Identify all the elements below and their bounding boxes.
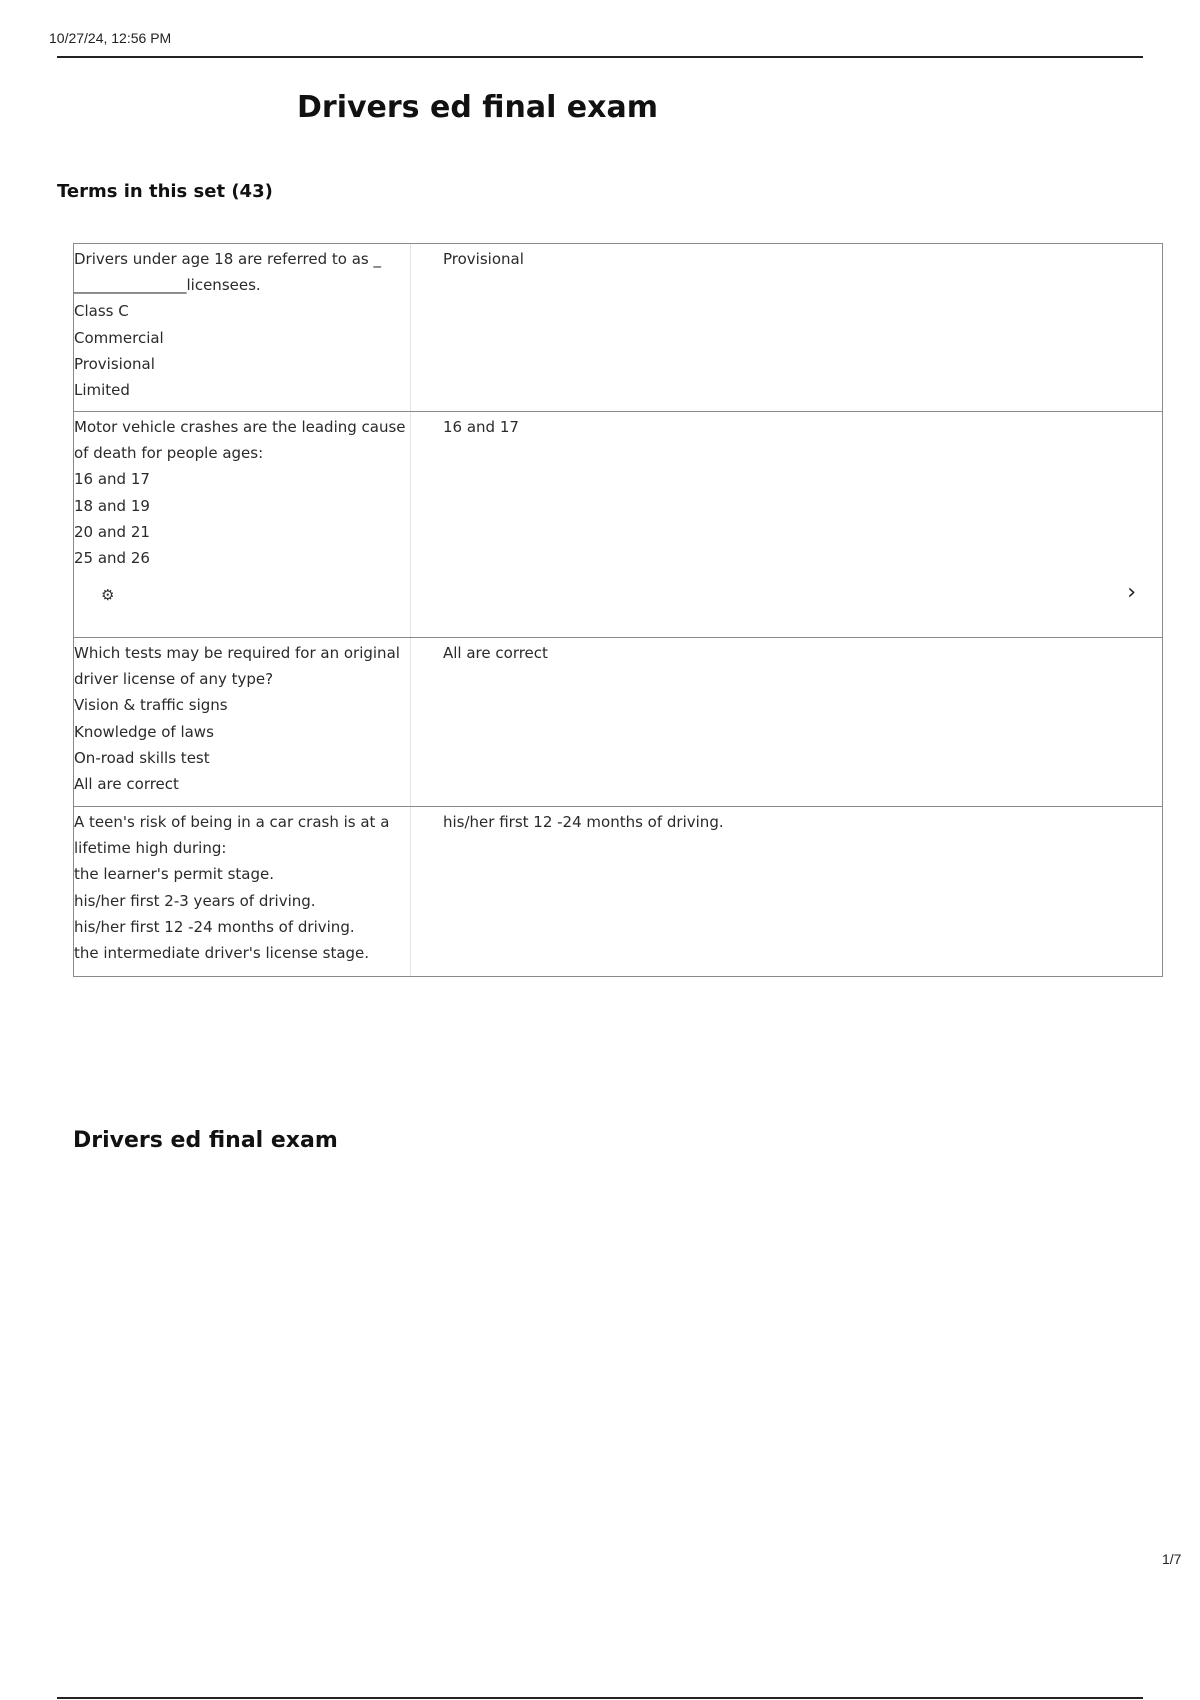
term-cell: [74, 638, 411, 806]
term-option: 16 and 17: [74, 470, 150, 489]
term-option: the intermediate driver's license stage.: [74, 944, 370, 963]
term-cell: [74, 807, 411, 976]
definition-cell: All are correct: [443, 644, 548, 662]
gear-icon[interactable]: ⚙: [101, 586, 115, 604]
header-divider: [57, 56, 1143, 58]
term-option: All are correct: [74, 775, 179, 794]
timestamp: 10/27/24, 12:56 PM: [49, 30, 172, 46]
term-option: 25 and 26: [74, 549, 150, 568]
term-option: his/her first 12 -24 months of driving.: [74, 917, 355, 936]
term-option: 20 and 21: [74, 522, 150, 541]
footer-divider: [57, 1697, 1143, 1699]
definition-cell: Provisional: [443, 250, 524, 268]
term-option: his/her first 2-3 years of driving.: [74, 891, 316, 910]
term-option: Commercial: [74, 328, 164, 347]
flashcard-row: [74, 637, 1162, 806]
term-option: Limited: [74, 381, 130, 400]
flashcard-row: [74, 244, 1162, 411]
flashcard-row: [74, 806, 1162, 976]
flashcard-row: [74, 411, 1162, 637]
term-question: A teen's risk of being in a car crash is at a lifetime high during:: [74, 813, 390, 858]
term-option: 18 and 19: [74, 496, 150, 515]
card-controls: [74, 578, 1162, 618]
term-option: Knowledge of laws: [74, 722, 214, 741]
flashcard-list: [73, 243, 1163, 977]
definition-cell: his/her first 12 -24 months of driving.: [443, 813, 724, 831]
term-option: the learner's permit stage.: [74, 865, 274, 884]
term-option: Class C: [74, 302, 129, 321]
page-number: 1/7: [1162, 1551, 1182, 1567]
term-question: Which tests may be required for an original driver license of any type?: [74, 644, 400, 689]
definition-cell: 16 and 17: [443, 418, 519, 436]
term-option: On-road skills test: [74, 748, 210, 767]
term-question: Motor vehicle crashes are the leading cause of death for people ages:: [74, 418, 406, 463]
terms-count-heading: Terms in this set (43): [57, 181, 273, 202]
footer-title: Drivers ed final exam: [73, 1128, 338, 1153]
term-option: Vision & traffic signs: [74, 696, 228, 715]
term-option: Provisional: [74, 354, 155, 373]
term-question: Drivers under age 18 are referred to as _ _______________licensees.: [74, 250, 381, 295]
page-title: Drivers ed final exam: [297, 90, 659, 125]
chevron-right-icon[interactable]: ›: [1127, 580, 1136, 605]
term-cell: [74, 244, 411, 411]
